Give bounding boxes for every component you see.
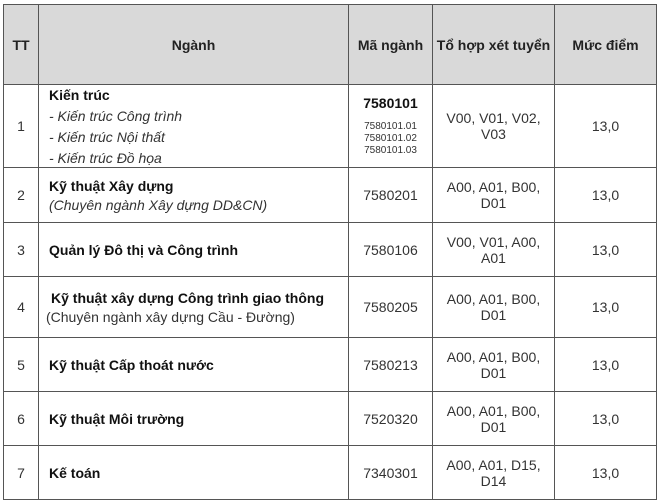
major-cell bbox=[39, 277, 349, 338]
major-code: 7580205 bbox=[349, 277, 433, 338]
major-cell bbox=[39, 85, 349, 168]
score: 13,0 bbox=[555, 392, 657, 446]
subject-combination: A00, A01, B00, D01 bbox=[433, 168, 555, 223]
row-number: 1 bbox=[4, 85, 39, 168]
table-row bbox=[4, 277, 657, 338]
admission-scores-table bbox=[3, 4, 657, 500]
table-row bbox=[4, 338, 657, 392]
subject-combination: A00, A01, B00, D01 bbox=[433, 392, 555, 446]
header-tt: TT bbox=[4, 5, 39, 85]
major-name: Kỹ thuật Cấp thoát nước bbox=[49, 356, 214, 373]
major-note: (Chuyên ngành Xây dựng DD&CN) bbox=[49, 196, 268, 213]
major-code: 7580106 bbox=[349, 223, 433, 277]
score: 13,0 bbox=[555, 277, 657, 338]
major-code: 7580201 bbox=[349, 168, 433, 223]
sub-major: - Kiến trúc Nội thất bbox=[49, 128, 165, 145]
major-name: Kế toán bbox=[49, 464, 101, 481]
major-name: Kỹ thuật Xây dựng bbox=[49, 177, 174, 194]
major-code: 7580101 bbox=[363, 95, 418, 111]
major-cell bbox=[39, 392, 349, 446]
score: 13,0 bbox=[555, 338, 657, 392]
major-name: Kỹ thuật Môi trường bbox=[49, 410, 185, 427]
table-row bbox=[4, 392, 657, 446]
table-header-row bbox=[4, 5, 657, 85]
sub-major: - Kiến trúc Đồ họa bbox=[49, 149, 162, 166]
major-cell bbox=[39, 223, 349, 277]
subject-combination: V00, V01, A00, A01 bbox=[433, 223, 555, 277]
row-number: 4 bbox=[4, 277, 39, 338]
sub-major-list bbox=[49, 108, 348, 166]
score: 13,0 bbox=[555, 168, 657, 223]
score: 13,0 bbox=[555, 223, 657, 277]
major-name: Kiến trúc bbox=[49, 86, 110, 103]
header-nganh: Ngành bbox=[39, 5, 349, 85]
row-number: 2 bbox=[4, 168, 39, 223]
table-row bbox=[4, 85, 657, 168]
row-number: 3 bbox=[4, 223, 39, 277]
major-cell bbox=[39, 168, 349, 223]
score: 13,0 bbox=[555, 85, 657, 168]
subject-combination: V00, V01, V02, V03 bbox=[433, 85, 555, 168]
header-to-hop: Tổ hợp xét tuyển bbox=[433, 5, 555, 85]
header-ma-nganh: Mã ngành bbox=[349, 5, 433, 85]
subject-combination: A00, A01, D15, D14 bbox=[433, 446, 555, 500]
table-row bbox=[4, 168, 657, 223]
table-row bbox=[4, 223, 657, 277]
score: 13,0 bbox=[555, 446, 657, 500]
sub-major: - Kiến trúc Công trình bbox=[49, 107, 183, 124]
major-code: 7520320 bbox=[349, 392, 433, 446]
subject-combination: A00, A01, B00, D01 bbox=[433, 277, 555, 338]
subject-combination: A00, A01, B00, D01 bbox=[433, 338, 555, 392]
table-row bbox=[4, 446, 657, 500]
sub-major-code: 7580101.02 bbox=[364, 133, 417, 144]
sub-major-code: 7580101.03 bbox=[364, 145, 417, 156]
row-number: 5 bbox=[4, 338, 39, 392]
row-number: 7 bbox=[4, 446, 39, 500]
sub-major-code: 7580101.01 bbox=[364, 121, 417, 132]
major-cell bbox=[39, 338, 349, 392]
major-code: 7340301 bbox=[349, 446, 433, 500]
major-name: Quản lý Đô thị và Công trình bbox=[49, 241, 238, 258]
major-note: (Chuyên ngành xây dựng Cầu - Đường) bbox=[46, 308, 295, 325]
major-name: Kỹ thuật xây dựng Công trình giao thông bbox=[51, 289, 325, 306]
major-cell bbox=[39, 446, 349, 500]
major-code: 7580213 bbox=[349, 338, 433, 392]
header-muc-diem: Mức điểm bbox=[555, 5, 657, 85]
major-code-cell bbox=[349, 85, 433, 168]
row-number: 6 bbox=[4, 392, 39, 446]
